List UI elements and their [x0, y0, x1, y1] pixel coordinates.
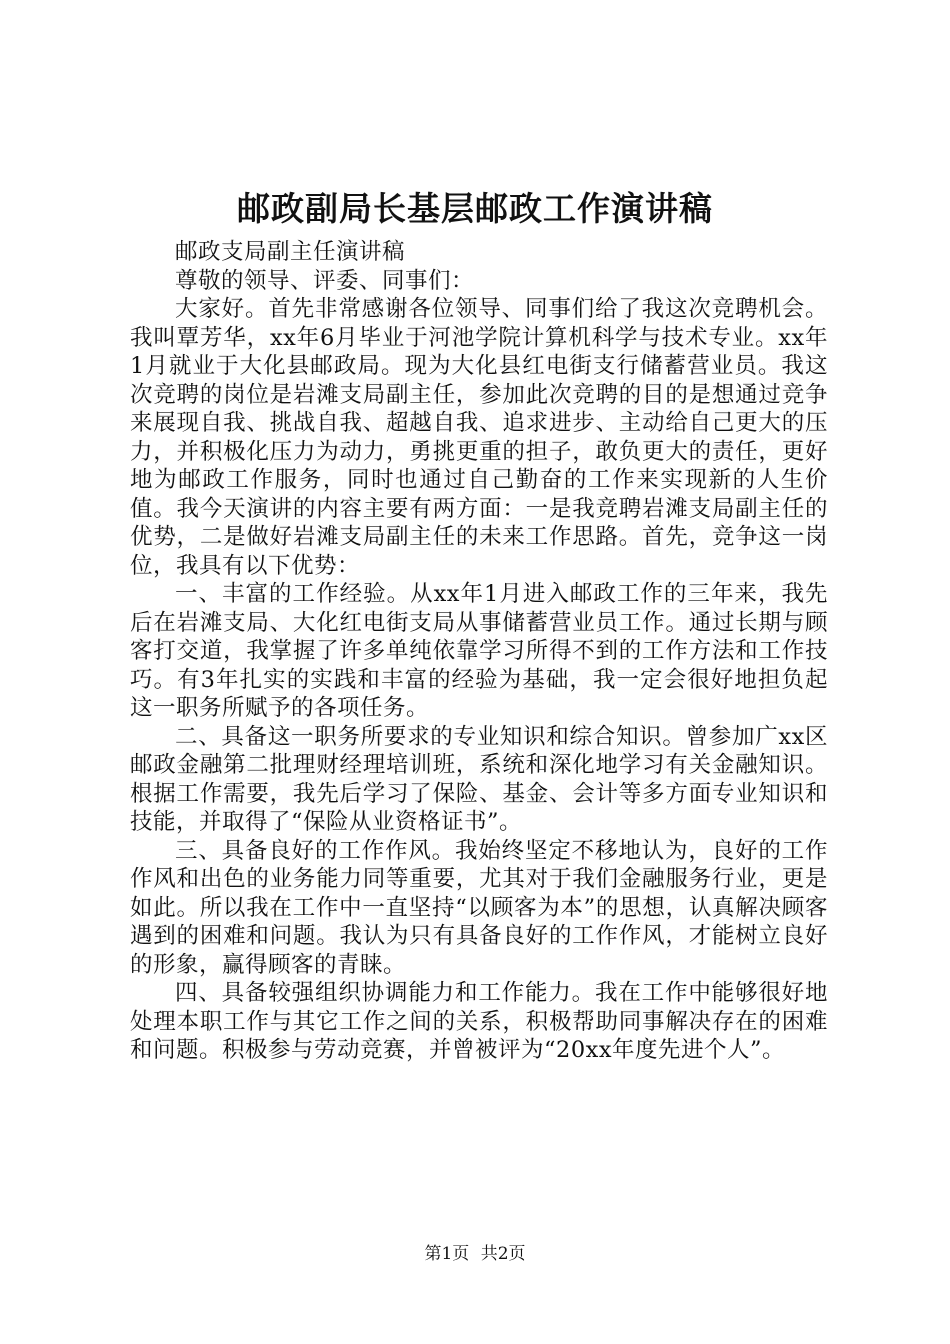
- page-number: 第1页: [424, 1244, 470, 1264]
- body-paragraph: 大家好。首先非常感谢各位领导、同事们给了我这次竞聘机会。我叫覃芳华，xx年6月毕业于河池学院计算机科学与技术专业。xx年1月就业于大化县邮政局。现为大化县红电街支行储蓄营业员。我这次竞聘的岗位是岩滩支局副主任，参加此次竞聘的目的是想通过竞争来展现自我、挑战自我、超越自我、追求进步、主动给自己更大的压力，并积极化压力为动力，勇挑更重的担子，敢负更大的责任，更好地为邮政工作服务，同时也通过自己勤奋的工作来实现新的人生价值。我今天演讲的内容主要有两方面：一是我竞聘岩滩支局副主任的优势，二是做好岩滩支局副主任的未来工作思路。首先，竞争这一岗位，我具有以下优势：: [130, 296, 828, 579]
- body-paragraph: 三、具备良好的工作作风。我始终坚定不移地认为，良好的工作作风和出色的业务能力同等重要，尤其对于我们金融服务行业，更是如此。所以我在工作中一直坚持“以顾客为本”的思想，认真解决顾客遇到的困难和问题。我认为只有具备良好的工作作风，才能树立良好的形象，赢得顾客的青睐。: [130, 837, 828, 978]
- body-paragraph: 二、具备这一职务所要求的专业知识和综合知识。曾参加广xx区邮政金融第二批理财经理培训班，系统和深化地学习有关金融知识。根据工作需要，我先后学习了保险、基金、会计等多方面专业知识和技能，并取得了“保险从业资格证书”。: [130, 723, 828, 835]
- salutation: 尊敬的领导、评委、同事们：: [175, 267, 475, 294]
- speech-subtitle: 邮政支局副主任演讲稿: [175, 239, 406, 265]
- page-footer: [0, 1243, 950, 1265]
- body-paragraph: 四、具备较强组织协调能力和工作能力。我在工作中能够很好地处理本职工作与其它工作之间的关系，积极帮助同事解决存在的困难和问题。积极参与劳动竞赛，并曾被评为“20xx年度先进个人”。: [130, 980, 828, 1063]
- body-paragraph: 一、丰富的工作经验。从xx年1月进入邮政工作的三年来，我先后在岩滩支局、大化红电街支局从事储蓄营业员工作。通过长期与顾客打交道，我掌握了许多单纯依靠学习所得不到的工作方法和工作技巧。有3年扎实的实践和丰富的经验为基础，我一定会很好地担负起这一职务所赋予的各项任务。: [130, 581, 828, 721]
- document-title: 邮政副局长基层邮政工作演讲稿: [237, 189, 713, 228]
- document-body: [130, 238, 828, 1065]
- page-total: 共2页: [480, 1244, 526, 1264]
